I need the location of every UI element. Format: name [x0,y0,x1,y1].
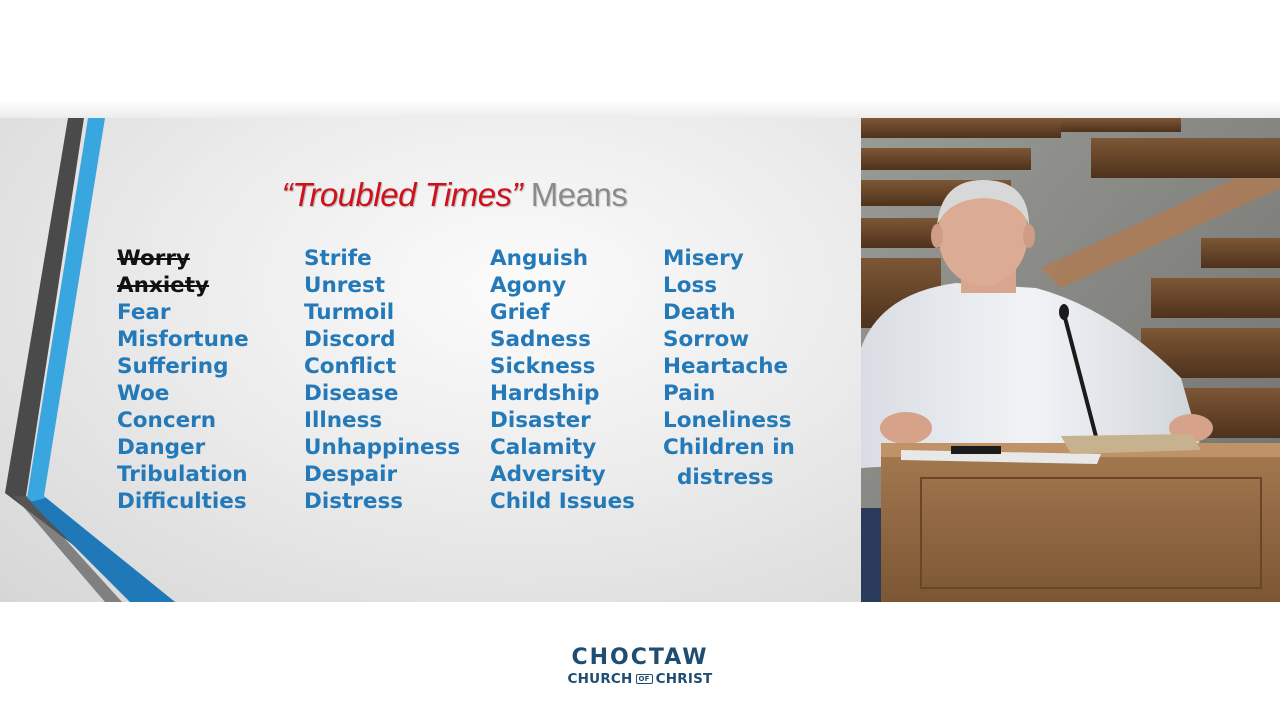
slide-title [24,176,861,214]
word-item: Hardship [490,381,600,406]
church-logo [0,645,1280,687]
word-item: Disaster [490,408,591,433]
slide-title-quoted: “Troubled Times” [281,176,523,213]
speaker-video [861,118,1280,602]
word-item: Children in [663,435,795,460]
top-letterbox [0,0,1280,118]
word-item: Difficulties [117,489,247,514]
word-item: Concern [117,408,217,433]
word-item: Woe [117,381,170,406]
word-item: Suffering [117,354,229,379]
word-item: Disease [304,381,399,406]
word-item: Grief [490,300,550,325]
word-column-4 [663,245,795,491]
presentation-slide [0,118,861,602]
word-item: Despair [304,462,398,487]
logo-sub-text [0,671,1280,687]
word-item: Misfortune [117,327,249,352]
word-item: distress [677,465,774,490]
word-item: Turmoil [304,300,395,325]
word-item: Anguish [490,246,589,271]
word-item: Adversity [490,462,606,487]
word-column-1 [117,245,249,515]
word-item: Strife [304,246,372,271]
logo-sub-right: CHRIST [655,671,713,687]
word-item: Loss [663,273,718,298]
word-item-struck: Anxiety [117,273,210,298]
word-item: Sadness [490,327,591,352]
word-item: Fear [117,300,171,325]
word-item: Unrest [304,273,386,298]
word-item: Distress [304,489,404,514]
word-item: Misery [663,246,744,271]
logo-sub-left: CHURCH [567,671,633,687]
word-item: Illness [304,408,383,433]
word-item: Child Issues [490,489,635,514]
word-item: Conflict [304,354,397,379]
word-column-3 [490,245,635,515]
word-item: Sorrow [663,327,750,352]
logo-sub-of: OF [636,674,653,684]
word-item: Calamity [490,435,597,460]
word-item: Tribulation [117,462,248,487]
word-item: Unhappiness [304,435,461,460]
word-item: Loneliness [663,408,792,433]
logo-main-text: CHOCTAW [571,645,709,670]
word-item: Death [663,300,736,325]
word-item: Discord [304,327,396,352]
word-item: Danger [117,435,206,460]
word-item: Heartache [663,354,789,379]
slide-title-rest: Means [530,176,628,213]
speaker-video-scene [861,118,1280,602]
word-item: Sickness [490,354,596,379]
word-item-struck: Worry [117,246,190,271]
word-item: Agony [490,273,567,298]
word-column-2 [304,245,460,515]
word-item: Pain [663,381,716,406]
